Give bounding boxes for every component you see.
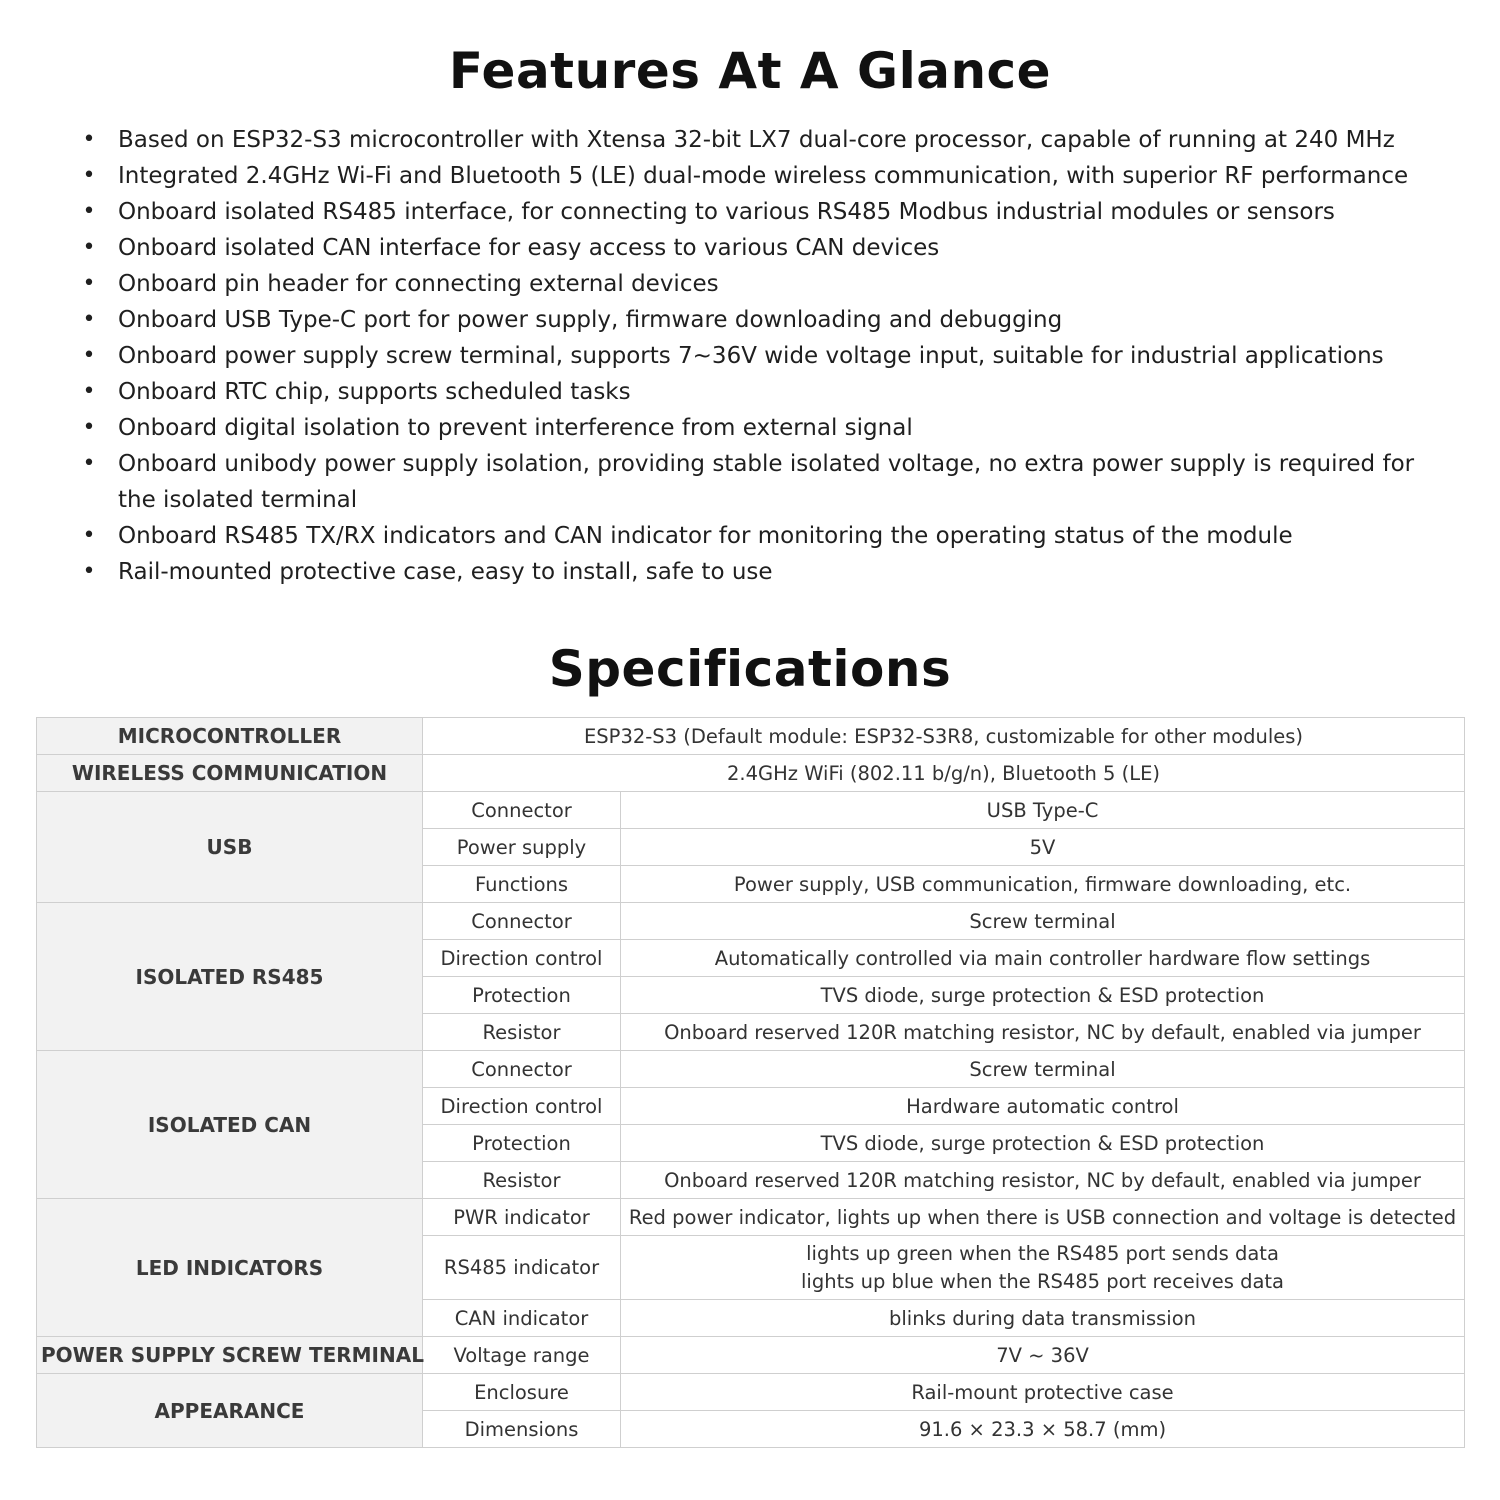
spec-value: 91.6 × 23.3 × 58.7 (mm)	[621, 1411, 1465, 1448]
specifications-table	[36, 717, 1465, 1448]
feature-text: Onboard isolated CAN interface for easy access to various CAN devices	[118, 235, 940, 261]
table-row	[37, 1374, 1465, 1411]
spec-value: ESP32-S3 (Default module: ESP32-S3R8, customizable for other modules)	[423, 718, 1465, 755]
spec-name: Protection	[423, 1125, 621, 1162]
feature-text: Onboard pin header for connecting external devices	[118, 271, 719, 297]
spec-value: USB Type-C	[621, 792, 1465, 829]
bullet-icon: •	[82, 451, 96, 476]
spec-value: Onboard reserved 120R matching resistor, NC by default, enabled via jumper	[621, 1162, 1465, 1199]
feature-item	[82, 410, 1442, 446]
spec-value: Red power indicator, lights up when there is USB connection and voltage is detected	[621, 1199, 1465, 1236]
bullet-icon: •	[82, 127, 96, 152]
spec-value-line: lights up blue when the RS485 port receives data	[801, 1269, 1284, 1293]
features-list	[82, 122, 1442, 590]
spec-value: blinks during data transmission	[621, 1300, 1465, 1337]
bullet-icon: •	[82, 379, 96, 404]
spec-category: ISOLATED RS485	[37, 903, 423, 1051]
spec-name: Protection	[423, 977, 621, 1014]
spec-name: Connector	[423, 792, 621, 829]
spec-category: WIRELESS COMMUNICATION	[37, 755, 423, 792]
spec-category: POWER SUPPLY SCREW TERMINAL	[37, 1337, 423, 1374]
bullet-icon: •	[82, 163, 96, 188]
spec-value: 7V ~ 36V	[621, 1337, 1465, 1374]
spec-name: CAN indicator	[423, 1300, 621, 1337]
bullet-icon: •	[82, 523, 96, 548]
feature-item	[82, 338, 1442, 374]
feature-text: Onboard RS485 TX/RX indicators and CAN indicator for monitoring the operating status of the module	[118, 523, 1293, 549]
spec-name: Resistor	[423, 1014, 621, 1051]
spec-name: Connector	[423, 903, 621, 940]
feature-text: Integrated 2.4GHz Wi-Fi and Bluetooth 5 (LE) dual-mode wireless communication, with superior RF performance	[118, 163, 1409, 189]
feature-item	[82, 374, 1442, 410]
spec-name: Connector	[423, 1051, 621, 1088]
table-row	[37, 718, 1465, 755]
spec-category: USB	[37, 792, 423, 903]
feature-text: Onboard RTC chip, supports scheduled tasks	[118, 379, 631, 405]
feature-text: Based on ESP32-S3 microcontroller with Xtensa 32-bit LX7 dual-core processor, capable of running at 240 MHz	[118, 127, 1395, 153]
table-row	[37, 1337, 1465, 1374]
bullet-icon: •	[82, 415, 96, 440]
bullet-icon: •	[82, 343, 96, 368]
table-row	[37, 792, 1465, 829]
bullet-icon: •	[82, 559, 96, 584]
spec-value: Screw terminal	[621, 1051, 1465, 1088]
feature-item	[82, 266, 1442, 302]
spec-value: Onboard reserved 120R matching resistor, NC by default, enabled via jumper	[621, 1014, 1465, 1051]
spec-value: TVS diode, surge protection & ESD protection	[621, 977, 1465, 1014]
spec-category: LED INDICATORS	[37, 1199, 423, 1337]
spec-value	[621, 1236, 1465, 1300]
features-title: Features At A Glance	[448, 42, 1052, 100]
spec-value: TVS diode, surge protection & ESD protection	[621, 1125, 1465, 1162]
bullet-icon: •	[82, 271, 96, 296]
spec-value: Hardware automatic control	[621, 1088, 1465, 1125]
specifications-title: Specifications	[548, 640, 952, 698]
spec-name: RS485 indicator	[423, 1236, 621, 1300]
spec-name: Power supply	[423, 829, 621, 866]
table-row	[37, 903, 1465, 940]
feature-item	[82, 518, 1442, 554]
spec-name: Enclosure	[423, 1374, 621, 1411]
feature-item	[82, 194, 1442, 230]
feature-item	[82, 554, 1442, 590]
spec-value: 2.4GHz WiFi (802.11 b/g/n), Bluetooth 5 (LE)	[423, 755, 1465, 792]
spec-category: APPEARANCE	[37, 1374, 423, 1448]
spec-value-line: lights up green when the RS485 port sends data	[806, 1241, 1279, 1265]
feature-text: Onboard unibody power supply isolation, providing stable isolated voltage, no extra power supply is required for the isolated terminal	[118, 451, 1415, 513]
spec-name: Functions	[423, 866, 621, 903]
feature-item	[82, 230, 1442, 266]
feature-text: Rail-mounted protective case, easy to install, safe to use	[118, 559, 773, 585]
bullet-icon: •	[82, 199, 96, 224]
spec-name: Direction control	[423, 940, 621, 977]
table-row	[37, 1199, 1465, 1236]
feature-text: Onboard digital isolation to prevent interference from external signal	[118, 415, 913, 441]
spec-name: PWR indicator	[423, 1199, 621, 1236]
spec-name: Resistor	[423, 1162, 621, 1199]
spec-category: MICROCONTROLLER	[37, 718, 423, 755]
feature-text: Onboard isolated RS485 interface, for connecting to various RS485 Modbus industrial modules or sensors	[118, 199, 1335, 225]
table-row	[37, 755, 1465, 792]
feature-item	[82, 158, 1442, 194]
spec-value: Power supply, USB communication, firmware downloading, etc.	[621, 866, 1465, 903]
table-row	[37, 1051, 1465, 1088]
spec-name: Voltage range	[423, 1337, 621, 1374]
feature-item	[82, 446, 1442, 518]
bullet-icon: •	[82, 235, 96, 260]
spec-value: 5V	[621, 829, 1465, 866]
spec-name: Direction control	[423, 1088, 621, 1125]
feature-item	[82, 302, 1442, 338]
spec-name: Dimensions	[423, 1411, 621, 1448]
feature-text: Onboard power supply screw terminal, supports 7~36V wide voltage input, suitable for industrial applications	[118, 343, 1384, 369]
spec-category: ISOLATED CAN	[37, 1051, 423, 1199]
bullet-icon: •	[82, 307, 96, 332]
spec-value: Screw terminal	[621, 903, 1465, 940]
feature-item	[82, 122, 1442, 158]
spec-value: Automatically controlled via main controller hardware flow settings	[621, 940, 1465, 977]
spec-value: Rail-mount protective case	[621, 1374, 1465, 1411]
feature-text: Onboard USB Type-C port for power supply, firmware downloading and debugging	[118, 307, 1063, 333]
